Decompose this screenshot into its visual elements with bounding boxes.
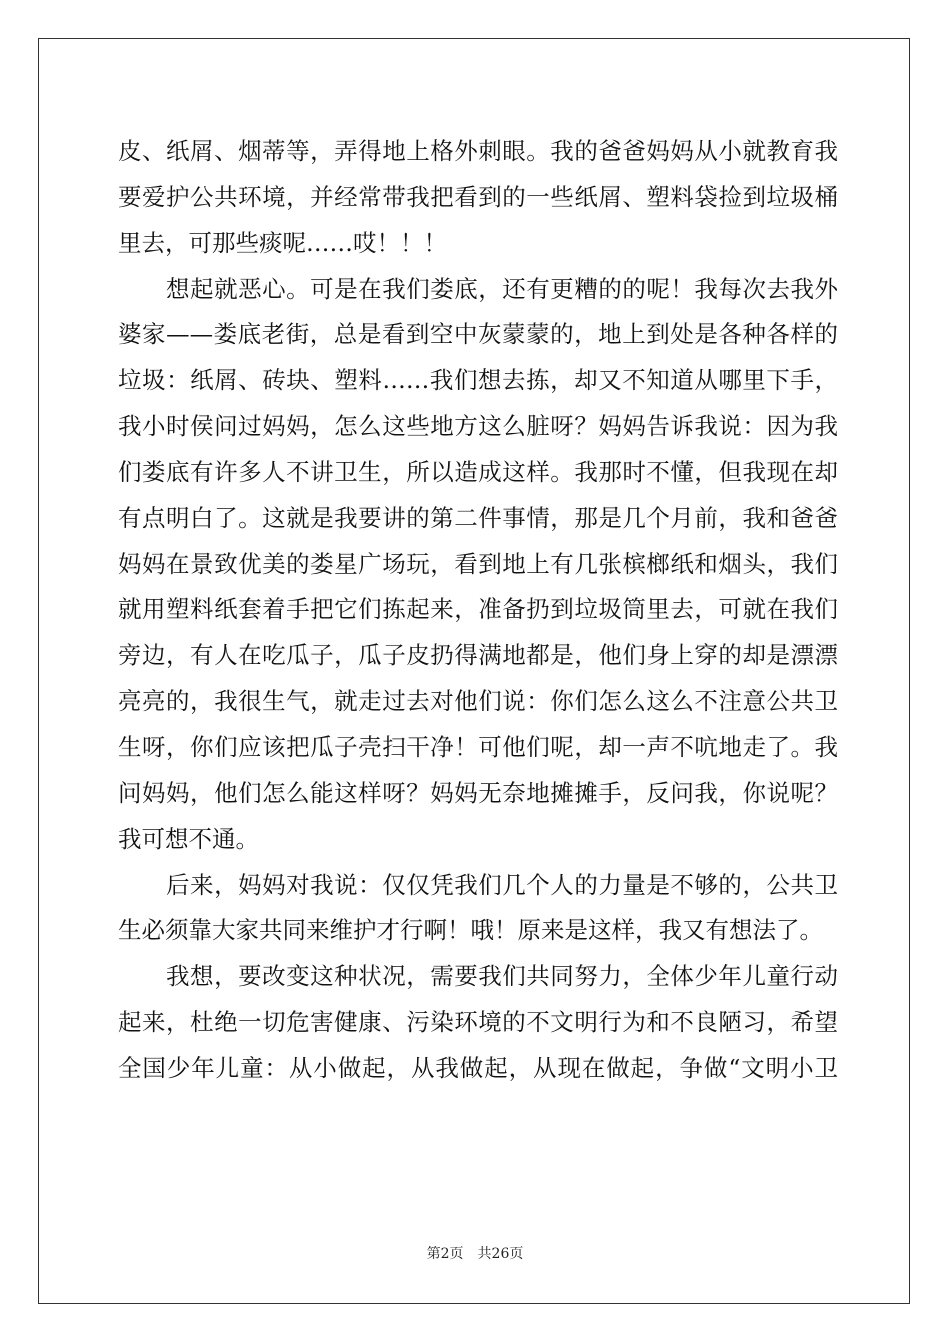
text-line: 我想，要改变这种状况，需要我们共同努力，全体少年儿童行动 — [118, 962, 838, 991]
text-line: 生呀，你们应该把瓜子壳扫干净！可他们呢，却一声不吭地走了。我 — [118, 732, 838, 761]
text-line: 问妈妈，他们怎么能这样呀？妈妈无奈地摊摊手，反问我，你说呢？ — [118, 778, 838, 807]
page-number-footer: 第2页 共26页 — [426, 1246, 524, 1262]
text-line: 就用塑料纸套着手把它们拣起来，准备扔到垃圾筒里去，可就在我们 — [118, 595, 838, 624]
text-line: 里去，可那些痰呢……哎！！！ — [118, 228, 447, 257]
text-line: 想起就恶心。可是在我们娄底，还有更糟的的呢！我每次去我外 — [118, 274, 838, 303]
text-line: 们娄底有许多人不讲卫生，所以造成这样。我那时不懂，但我现在却 — [118, 457, 838, 486]
text-line: 有点明白了。这就是我要讲的第二件事情，那是几个月前，我和爸爸 — [118, 503, 838, 532]
text-line: 皮、纸屑、烟蒂等，弄得地上格外刺眼。我的爸爸妈妈从小就教育我 — [118, 137, 838, 165]
document-body — [118, 129, 838, 1092]
text-line: 我可想不通。 — [118, 824, 259, 853]
text-line: 起来，杜绝一切危害健康、污染环境的不文明行为和不良陋习，希望 — [118, 1008, 838, 1037]
text-line: 婆家——娄底老街，总是看到空中灰蒙蒙的，地上到处是各种各样的 — [118, 320, 838, 349]
text-line: 生必须靠大家共同来维护才行啊！哦！原来是这样，我又有想法了。 — [118, 916, 823, 945]
text-line: 亮亮的，我很生气，就走过去对他们说：你们怎么这么不注意公共卫 — [118, 687, 838, 716]
text-line: 我小时侯问过妈妈，怎么这些地方这么脏呀？妈妈告诉我说：因为我 — [118, 412, 838, 441]
text-line: 妈妈在景致优美的娄星广场玩，看到地上有几张槟榔纸和烟头，我们 — [118, 549, 838, 578]
text-line: 后来，妈妈对我说：仅仅凭我们几个人的力量是不够的，公共卫 — [118, 870, 838, 899]
text-line: 旁边，有人在吃瓜子，瓜子皮扔得满地都是，他们身上穿的却是漂漂 — [118, 641, 838, 670]
text-line: 全国少年儿童：从小做起，从我做起，从现在做起，争做“文明小卫 — [118, 1053, 838, 1082]
text-line: 要爱护公共环境，并经常带我把看到的一些纸屑、塑料袋捡到垃圾桶 — [118, 182, 838, 211]
text-line: 垃圾：纸屑、砖块、塑料……我们想去拣，却又不知道从哪里下手， — [118, 366, 838, 395]
